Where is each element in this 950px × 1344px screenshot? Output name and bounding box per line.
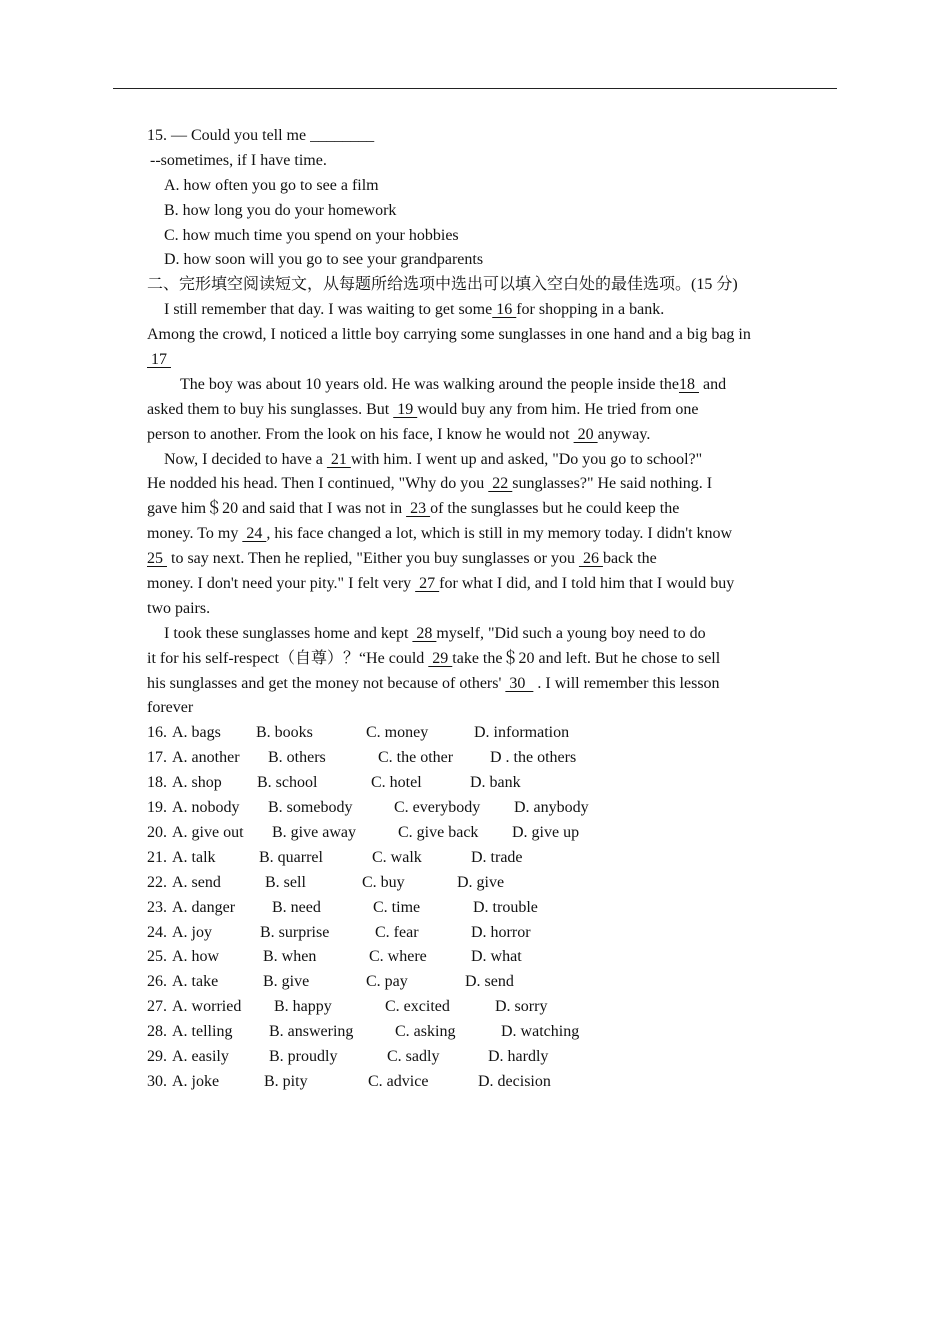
passage-text: , his face changed a lot, which is still in my memory today. I didn't know — [266, 525, 733, 543]
section-heading: 二、完形填空阅读短文，从每题所给选项中选出可以填入空白处的最佳选项。(15 分) — [147, 276, 738, 294]
question-option: D. bank — [470, 774, 521, 792]
question-option: C. excited — [385, 998, 450, 1016]
question-number: 24. — [147, 923, 167, 941]
passage-line: two pairs. — [147, 599, 211, 617]
passage-text: his sunglasses and get the money not because of others' — [147, 674, 506, 692]
passage-line — [147, 647, 787, 672]
blank-18: 18 — [678, 375, 699, 393]
header-rule — [113, 88, 837, 89]
passage-line: forever — [147, 699, 194, 717]
question-option: A. joy — [172, 923, 212, 941]
question-option: B. school — [257, 774, 318, 792]
question-option: D. anybody — [514, 799, 589, 817]
question-option: B. proudly — [269, 1047, 338, 1065]
question-option: B. somebody — [268, 799, 353, 817]
question-option: A. send — [172, 873, 221, 891]
question-number: 29. — [147, 1047, 167, 1065]
passage-line — [147, 547, 787, 572]
passage-text: I still remember that day. I was waiting to get some — [164, 301, 493, 319]
question-number: 23. — [147, 898, 167, 916]
question-option: B. answering — [269, 1023, 354, 1041]
passage-text: He nodded his head. Then I continued, "Why do you — [147, 475, 489, 493]
question-option: C. advice — [368, 1072, 429, 1090]
passage-text: sunglasses?" He said nothing. I — [512, 475, 713, 493]
question-row — [147, 746, 787, 771]
question-option: C. asking — [395, 1023, 456, 1041]
passage-text: gave him＄20 and said that I was not in — [147, 500, 407, 518]
passage-text: The boy was about 10 years old. He was walking around the people inside the — [180, 375, 679, 393]
question-option: D. hardly — [488, 1047, 549, 1065]
q15-stem: 15. — Could you tell me ________ — [147, 127, 375, 144]
passage-text: for what I did, and I told him that I would buy — [439, 575, 735, 593]
question-option: D. send — [465, 973, 514, 991]
passage-line — [147, 672, 787, 697]
question-row — [147, 871, 787, 896]
passage-line — [147, 472, 787, 497]
question-option: C. the other — [378, 749, 454, 767]
passage-text: . I will remember this lesson — [533, 674, 720, 692]
document-body — [147, 124, 787, 1095]
question-option: C. money — [366, 724, 429, 742]
question-option: B. happy — [274, 998, 332, 1016]
blank-25: 25 — [147, 550, 167, 568]
blank-30: 30 — [505, 674, 534, 692]
question-option: D. trade — [471, 848, 523, 866]
question-row — [147, 821, 787, 846]
question-number: 20. — [147, 823, 167, 841]
passage-line — [147, 373, 787, 398]
question-number: 26. — [147, 973, 167, 991]
question-row — [147, 970, 787, 995]
passage-text: and — [698, 375, 727, 393]
blank-17: 17 — [147, 351, 171, 369]
passage-text: with him. I went up and asked, "Do you go to school?" — [350, 450, 703, 468]
question-number: 22. — [147, 873, 167, 891]
q15-option-a: A. how often you go to see a film — [164, 176, 379, 194]
question-option: A. how — [172, 948, 220, 966]
passage-text: it for his self-respect（自尊）？“He could — [147, 649, 429, 667]
question-row — [147, 721, 787, 746]
question-option: A. joke — [172, 1072, 220, 1090]
blank-26: 26 — [578, 550, 603, 568]
question-option: A. danger — [172, 898, 236, 916]
question-option: A. telling — [172, 1023, 233, 1041]
question-row — [147, 1020, 787, 1045]
question-number: 17. — [147, 749, 167, 767]
question-option: C. pay — [366, 973, 408, 991]
q15-option-c: C. how much time you spend on your hobbies — [164, 226, 459, 244]
passage-line — [147, 348, 787, 373]
question-option: D. decision — [478, 1072, 551, 1090]
question-option: C. buy — [362, 873, 405, 891]
question-option: B. sell — [265, 873, 306, 891]
blank-27: 27 — [415, 575, 440, 593]
question-number: 28. — [147, 1023, 167, 1041]
question-option: B. surprise — [260, 923, 330, 941]
q15-reply: --sometimes, if I have time. — [150, 151, 327, 169]
question-row — [147, 796, 787, 821]
question-number: 18. — [147, 774, 167, 792]
question-option: D. sorry — [495, 998, 548, 1016]
passage-text: take the＄20 and left. But he chose to sell — [452, 649, 721, 667]
q15-option-b: B. how long you do your homework — [164, 201, 397, 219]
question-number: 27. — [147, 998, 167, 1016]
passage-text: I took these sunglasses home and kept — [164, 624, 413, 642]
question-option: D. give up — [512, 823, 580, 841]
passage-text: money. To my — [147, 525, 243, 543]
blank-29: 29 — [428, 649, 453, 667]
passage-text: of the sunglasses but he could keep the — [430, 500, 680, 518]
blank-28: 28 — [412, 624, 437, 642]
q15-option-d: D. how soon will you go to see your grandparents — [164, 251, 484, 269]
question-number: 21. — [147, 848, 167, 866]
question-option: A. give out — [172, 823, 244, 841]
passage-text: Now, I decided to have a — [164, 450, 327, 468]
passage-line: Among the crowd, I noticed a little boy carrying some sunglasses in one hand and a big bag in — [147, 326, 751, 344]
question-number: 25. — [147, 948, 167, 966]
question-number: 30. — [147, 1072, 167, 1090]
passage-text: person to another. From the look on his face, I know he would not — [147, 425, 574, 443]
question-row — [147, 896, 787, 921]
question-option: A. nobody — [172, 799, 240, 817]
question-option: D. horror — [471, 923, 531, 941]
question-option: C. give back — [398, 823, 479, 841]
question-option: B. give away — [272, 823, 356, 841]
question-row — [147, 1070, 787, 1095]
question-option: A. easily — [172, 1047, 229, 1065]
question-row — [147, 846, 787, 871]
blank-23: 23 — [406, 500, 431, 518]
passage-line — [147, 398, 787, 423]
question-option: B. when — [263, 948, 317, 966]
question-option: C. time — [373, 898, 421, 916]
passage-line — [147, 423, 787, 448]
question-row — [147, 995, 787, 1020]
question-option: A. shop — [172, 774, 222, 792]
passage-text: back the — [602, 550, 657, 568]
question-option: B. others — [268, 749, 326, 767]
passage-line — [147, 522, 787, 547]
question-option: C. walk — [372, 848, 422, 866]
question-option: B. books — [256, 724, 313, 742]
passage-line — [147, 497, 787, 522]
passage-text: asked them to buy his sunglasses. But — [147, 400, 394, 418]
question-option: D. watching — [501, 1023, 580, 1041]
question-option: A. bags — [172, 724, 221, 742]
question-option: B. need — [272, 898, 321, 916]
question-option: A. worried — [172, 998, 242, 1016]
question-option: C. hotel — [371, 774, 422, 792]
question-row — [147, 1045, 787, 1070]
question-row — [147, 945, 787, 970]
passage-line — [147, 572, 787, 597]
blank-24: 24 — [242, 525, 267, 543]
question-option: D. trouble — [473, 898, 538, 916]
question-option: C. sadly — [387, 1047, 440, 1065]
question-option: D. give — [457, 873, 505, 891]
passage-line — [147, 298, 787, 323]
blank-22: 22 — [488, 475, 513, 493]
passage-text: myself, "Did such a young boy need to do — [436, 624, 706, 642]
passage-text: money. I don't need your pity." I felt very — [147, 575, 416, 593]
passage-line — [147, 622, 787, 647]
question-option: B. pity — [264, 1072, 308, 1090]
question-option: D. information — [474, 724, 570, 742]
passage-text: for shopping in a bank. — [516, 301, 665, 319]
question-option: C. where — [369, 948, 427, 966]
question-number: 16. — [147, 724, 167, 742]
blank-21: 21 — [326, 450, 351, 468]
question-option: C. everybody — [394, 799, 481, 817]
question-option: D. what — [471, 948, 522, 966]
question-option: A. take — [172, 973, 219, 991]
passage-text: anyway. — [597, 425, 651, 443]
question-list — [147, 721, 787, 1094]
question-row — [147, 771, 787, 796]
question-number: 19. — [147, 799, 167, 817]
blank-20: 20 — [573, 425, 598, 443]
question-option: A. talk — [172, 848, 216, 866]
passage-text: to say next. Then he replied, "Either you buy sunglasses or you — [167, 550, 579, 568]
question-row — [147, 921, 787, 946]
passage-text: would buy any from him. He tried from one — [417, 400, 699, 418]
question-option: C. fear — [375, 923, 419, 941]
question-option: B. quarrel — [259, 848, 323, 866]
question-option: D . the others — [490, 749, 577, 767]
blank-16: 16 — [492, 301, 517, 319]
blank-19: 19 — [393, 400, 418, 418]
passage-line — [147, 448, 787, 473]
question-option: B. give — [263, 973, 310, 991]
question-option: A. another — [172, 749, 240, 767]
